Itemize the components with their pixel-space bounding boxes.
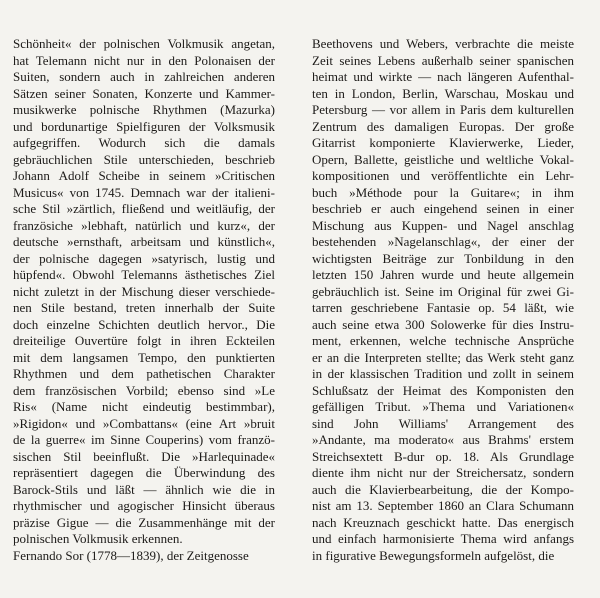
text-line: gefälligen Tribut. »Thema und Variationen« xyxy=(312,399,574,414)
text-line: Beethovens und Webers, verbrachte die meiste xyxy=(312,36,574,51)
text-line: de la guerre« im Sinne Couperins) vom franzö- xyxy=(13,432,275,447)
text-line: Gitarrist komponierte Klavierwerke, Lieder, xyxy=(312,135,574,150)
text-line: nicht zuletzt in der Mischung dieser verschiede- xyxy=(13,283,275,299)
text-line: nach Kreuznach geschickt hatte. Das energisch xyxy=(312,514,574,530)
text-line: gebräuchlichen Stile unterschieden, beschrieb xyxy=(13,151,275,167)
text-line: bestehenden »Nagelanschlag«, der einer der xyxy=(312,234,574,249)
text-line: Musicus« von 1745. Demnach war der italieni- xyxy=(13,184,275,200)
left-text-column xyxy=(13,36,275,564)
text-line: ment, erkennen, welche technische Ansprüche xyxy=(312,333,574,348)
text-line: repräsentiert dagegen die Überwindung des xyxy=(13,465,275,480)
text-line: doch einzelne Schichten deutlich hervor., Die xyxy=(13,316,275,332)
text-line: präzise Gigue — die Zusammenhänge mit der xyxy=(13,514,275,530)
text-line: letzten 150 Jahren wurde und heute allgemein xyxy=(312,267,574,282)
text-line: polnischen Volkmusik erkennen. xyxy=(13,531,183,546)
text-line: mit dem langsamen Tempo, den punktierten xyxy=(13,349,275,365)
right-text-column xyxy=(312,36,574,564)
text-line: Schönheit« der polnischen Volkmusik angetan, xyxy=(13,36,275,51)
text-line: »Andante, ma moderato« aus Brahms' erstem xyxy=(312,432,574,447)
text-line: französiche »lebhaft, natürlich und kurz«, der xyxy=(13,217,275,233)
text-line: Zentrum des damaligen Europas. Der große xyxy=(312,118,574,134)
text-line: wichtigsten Beiträge zur Tonbildung in den xyxy=(312,250,574,266)
text-line: in der klassischen Tradition und zollt in seinem xyxy=(312,366,574,381)
text-line: aufgegriffen. Wodurch sich die damals xyxy=(13,135,275,150)
text-line: sind John Williams' Arrangement des xyxy=(312,415,574,431)
text-line: Opern, Ballette, geistliche und weltliche Vokal- xyxy=(312,151,574,167)
text-line: Sätzen seiner Sonaten, Konzerte und Kammer- xyxy=(13,85,275,101)
text-line: deutsche »ernsthaft, arbeitsam und künstlich«, xyxy=(13,234,275,249)
text-line: nen Stile bestand, treten innerhalb der Suite xyxy=(13,300,275,315)
text-line: Streichsextett B-dur op. 18. Als Grundlage xyxy=(312,448,574,464)
text-line: sche Stil »zärtlich, fließend und weitläufig, der xyxy=(13,201,275,216)
text-line: »Rigidon« und »Combattans« (eine Art »bruit xyxy=(13,415,275,431)
text-line: buch »Méthode pour la Guitare«; in ihm xyxy=(312,184,574,200)
text-line: beschrieb er auch eingehend seinen in einer xyxy=(312,201,574,216)
text-line: Schlußsatz der Heimat des Komponisten den xyxy=(312,382,574,398)
text-line: und einfach harmonisierte Thema wird anfangs xyxy=(312,531,574,546)
text-line: Ris« (Name nicht eindeutig bestimmbar), xyxy=(13,399,275,414)
text-line: hat Telemann nicht nur in den Polonaisen der xyxy=(13,52,275,68)
text-line: dem französischen Vorbild; ebenso sind »Le xyxy=(13,382,275,398)
text-line: Petersburg — vor allem in Paris dem kulturellen xyxy=(312,102,574,117)
text-line: Barock-Stils und läßt — ähnlich wie die in xyxy=(13,481,275,497)
text-line: Mischung aus Kuppen- und Nagel anschlag xyxy=(312,217,574,233)
text-line: Johann Adolf Scheibe in seinem »Critischen xyxy=(13,168,275,183)
text-line: in figurative Bewegungsformeln aufgelöst, die xyxy=(312,547,555,563)
text-line: Rhythmen und dem pathetischen Charakter xyxy=(13,366,275,381)
text-line: dreiteilige Ouvertüre folgt in ihren Eckteilen xyxy=(13,333,275,348)
text-line: tarren geschriebene Fantasie op. 54 läßt, wie xyxy=(312,300,574,315)
text-line: heimat und wirkte — nach längeren Aufenthal- xyxy=(312,69,574,84)
text-line: der polnische dagegen »satyrisch, lustig und xyxy=(13,250,275,266)
text-line: sischen Stil beeinflußt. Die »Harlequinade« xyxy=(13,448,275,464)
text-line: musikwerke polnische Rhythmen (Mazurka) xyxy=(13,102,275,117)
text-line: auch die Klavierbearbeitung, die der Kompo- xyxy=(312,481,574,497)
text-line: gebräuchlich ist. Seine im Original für zwei Gi- xyxy=(312,283,574,299)
text-line: Suiten, sondern auch in zahlreichen anderen xyxy=(13,69,275,84)
text-line: ten in London, Berlin, Warschau, Moskau und xyxy=(312,85,574,101)
text-line: rhythmischer und agogischer Hinsicht überaus xyxy=(13,498,275,513)
text-line: Zeit seines Lebens außerhalb seiner spanischen xyxy=(312,52,574,68)
text-line: kompositionen und veröffentlichte ein Lehr- xyxy=(312,168,574,183)
text-line: und bordunartige Spielfiguren der Volksmusik xyxy=(13,118,275,134)
text-line: nist am 13. September 1860 an Clara Schumann xyxy=(312,498,574,513)
text-line: auch seine etwa 300 Solowerke für dies Instru- xyxy=(312,316,574,332)
text-line: diente ihm nicht nur der Streichersatz, sondern xyxy=(312,465,574,480)
text-line: er an die Interpreten stellte; das Werk steht ganz xyxy=(312,349,574,365)
text-line: Fernando Sor (1778—1839), der Zeitgenosse xyxy=(13,547,249,563)
text-line: hüpfend«. Obwohl Telemanns ästhetisches Ziel xyxy=(13,267,275,282)
